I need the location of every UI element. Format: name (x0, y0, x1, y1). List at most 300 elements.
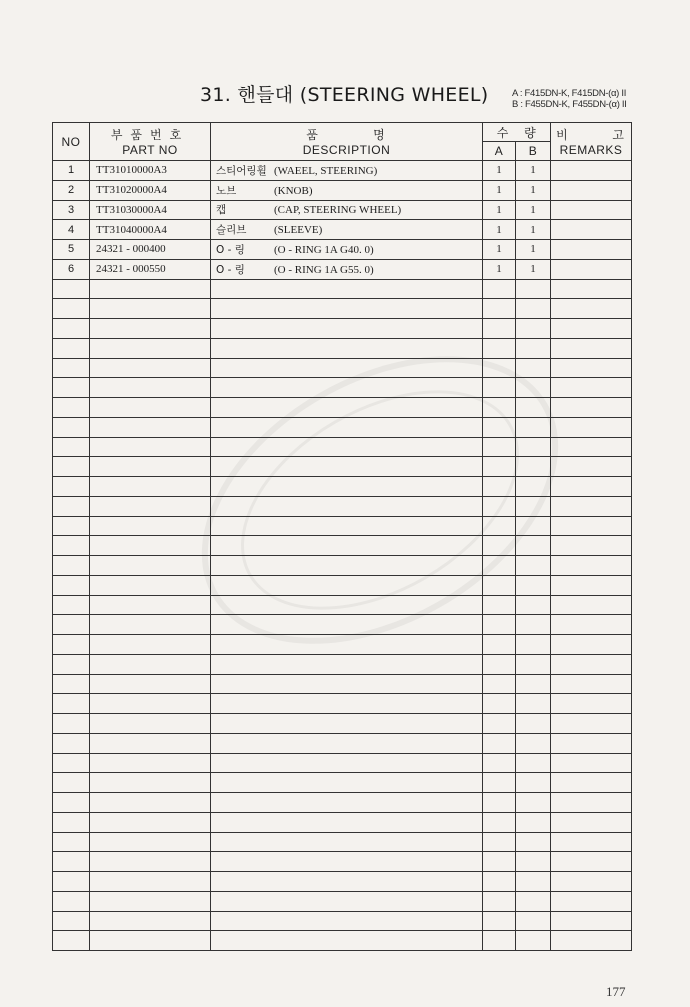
empty-cell (90, 793, 211, 813)
empty-cell (516, 299, 551, 319)
empty-cell (516, 319, 551, 339)
empty-cell (483, 575, 516, 595)
model-legend (512, 88, 682, 110)
model-b-label: B : F455DN-K, F455DN-(α) II (512, 99, 627, 110)
row-description-ko: 노브 (216, 184, 237, 197)
empty-table-row (53, 694, 632, 714)
empty-cell (90, 595, 211, 615)
empty-table-row (53, 911, 632, 931)
empty-cell (53, 714, 90, 734)
empty-cell (90, 437, 211, 457)
empty-cell (551, 319, 632, 339)
empty-cell (551, 852, 632, 872)
empty-cell (551, 654, 632, 674)
empty-table-row (53, 556, 632, 576)
empty-cell (483, 417, 516, 437)
empty-cell (211, 358, 483, 378)
empty-cell (551, 911, 632, 931)
row-description-ko: O - 링 (216, 263, 245, 276)
empty-cell (551, 279, 632, 299)
row-description-en: (KNOB) (274, 184, 313, 197)
empty-cell (483, 694, 516, 714)
empty-cell (90, 891, 211, 911)
empty-cell (53, 358, 90, 378)
empty-cell (551, 891, 632, 911)
empty-cell (551, 338, 632, 358)
empty-cell (483, 358, 516, 378)
empty-table-row (53, 398, 632, 418)
empty-cell (90, 674, 211, 694)
row-qty-b: 1 (516, 200, 551, 220)
empty-cell (483, 615, 516, 635)
page-title: 31. 핸들대 (STEERING WHEEL) (200, 84, 489, 106)
row-description-en: (O - RING 1A G40. 0) (274, 243, 374, 256)
empty-table-row (53, 358, 632, 378)
empty-cell (53, 891, 90, 911)
empty-cell (90, 556, 211, 576)
empty-cell (483, 496, 516, 516)
empty-cell (53, 536, 90, 556)
row-remarks (551, 200, 632, 220)
empty-cell (211, 872, 483, 892)
empty-cell (551, 556, 632, 576)
empty-cell (551, 358, 632, 378)
empty-cell (483, 279, 516, 299)
title-row (0, 78, 690, 118)
row-qty-b: 1 (516, 161, 551, 181)
empty-cell (516, 378, 551, 398)
empty-cell (483, 398, 516, 418)
table-row (53, 180, 632, 200)
empty-cell (211, 891, 483, 911)
empty-cell (211, 536, 483, 556)
row-part-no: TT31040000A4 (90, 220, 211, 240)
empty-table-row (53, 437, 632, 457)
empty-cell (90, 477, 211, 497)
row-description (211, 180, 483, 200)
empty-cell (516, 773, 551, 793)
empty-cell (53, 911, 90, 931)
empty-cell (53, 477, 90, 497)
empty-cell (90, 398, 211, 418)
empty-cell (551, 615, 632, 635)
empty-cell (53, 733, 90, 753)
empty-cell (516, 714, 551, 734)
row-qty-b: 1 (516, 240, 551, 260)
empty-cell (211, 832, 483, 852)
row-no: 3 (53, 200, 90, 220)
empty-table-row (53, 654, 632, 674)
row-description (211, 161, 483, 181)
empty-cell (90, 872, 211, 892)
empty-cell (551, 398, 632, 418)
empty-table-row (53, 872, 632, 892)
empty-cell (211, 753, 483, 773)
parts-table-body (53, 161, 632, 951)
empty-cell (516, 516, 551, 536)
empty-cell (483, 773, 516, 793)
empty-cell (551, 417, 632, 437)
empty-cell (516, 338, 551, 358)
row-description-ko: O - 링 (216, 243, 245, 256)
page-number: 177 (606, 984, 626, 999)
empty-cell (53, 378, 90, 398)
table-row (53, 220, 632, 240)
empty-cell (211, 911, 483, 931)
row-description-ko: 스티어링휠 (216, 164, 267, 177)
empty-cell (516, 694, 551, 714)
empty-cell (53, 338, 90, 358)
empty-cell (483, 733, 516, 753)
row-no: 5 (53, 240, 90, 260)
empty-cell (483, 852, 516, 872)
empty-cell (516, 891, 551, 911)
row-part-no: 24321 - 000400 (90, 240, 211, 260)
empty-cell (211, 378, 483, 398)
empty-table-row (53, 931, 632, 951)
empty-cell (90, 378, 211, 398)
empty-cell (90, 733, 211, 753)
empty-table-row (53, 635, 632, 655)
empty-cell (551, 793, 632, 813)
header-part-no (90, 123, 211, 161)
empty-cell (90, 279, 211, 299)
empty-cell (483, 812, 516, 832)
empty-cell (211, 338, 483, 358)
empty-table-row (53, 615, 632, 635)
empty-cell (483, 911, 516, 931)
empty-cell (211, 477, 483, 497)
empty-cell (483, 338, 516, 358)
empty-cell (516, 417, 551, 437)
empty-cell (90, 832, 211, 852)
empty-cell (53, 437, 90, 457)
row-description-en: (WAEEL, STEERING) (274, 164, 378, 177)
empty-cell (516, 852, 551, 872)
empty-cell (90, 773, 211, 793)
empty-cell (551, 733, 632, 753)
empty-cell (211, 437, 483, 457)
empty-cell (90, 812, 211, 832)
empty-cell (53, 852, 90, 872)
empty-cell (53, 872, 90, 892)
row-no: 1 (53, 161, 90, 181)
empty-cell (551, 457, 632, 477)
empty-cell (483, 437, 516, 457)
header-remarks (551, 123, 632, 161)
row-description-en: (CAP, STEERING WHEEL) (274, 204, 402, 217)
table-row (53, 161, 632, 181)
row-qty-a: 1 (483, 240, 516, 260)
empty-cell (551, 536, 632, 556)
empty-cell (90, 911, 211, 931)
empty-cell (551, 674, 632, 694)
empty-cell (551, 694, 632, 714)
empty-cell (551, 595, 632, 615)
row-no: 2 (53, 180, 90, 200)
empty-table-row (53, 714, 632, 734)
empty-cell (516, 575, 551, 595)
header-remarks-ko: 비 고 (556, 128, 626, 142)
row-no: 4 (53, 220, 90, 240)
empty-cell (90, 299, 211, 319)
empty-cell (483, 319, 516, 339)
empty-cell (516, 536, 551, 556)
empty-cell (483, 753, 516, 773)
empty-table-row (53, 891, 632, 911)
empty-cell (551, 496, 632, 516)
row-part-no: TT31030000A4 (90, 200, 211, 220)
empty-cell (211, 714, 483, 734)
empty-cell (53, 595, 90, 615)
empty-cell (90, 852, 211, 872)
empty-cell (90, 714, 211, 734)
empty-cell (90, 319, 211, 339)
empty-table-row (53, 674, 632, 694)
empty-table-row (53, 338, 632, 358)
empty-cell (516, 556, 551, 576)
empty-table-row (53, 753, 632, 773)
row-qty-b: 1 (516, 220, 551, 240)
header-quantity: 수 량 (483, 123, 551, 142)
empty-cell (211, 417, 483, 437)
row-part-no: TT31020000A4 (90, 180, 211, 200)
empty-cell (483, 872, 516, 892)
empty-cell (211, 496, 483, 516)
empty-table-row (53, 595, 632, 615)
empty-cell (211, 654, 483, 674)
empty-cell (516, 457, 551, 477)
row-description (211, 259, 483, 279)
empty-cell (483, 556, 516, 576)
empty-cell (551, 299, 632, 319)
table-row (53, 240, 632, 260)
empty-cell (516, 595, 551, 615)
header-no: NO (53, 123, 90, 161)
row-remarks (551, 259, 632, 279)
empty-cell (211, 773, 483, 793)
empty-cell (53, 654, 90, 674)
empty-cell (483, 832, 516, 852)
empty-cell (516, 654, 551, 674)
empty-table-row (53, 299, 632, 319)
header-description (211, 123, 483, 161)
empty-cell (53, 516, 90, 536)
row-description-en: (O - RING 1A G55. 0) (274, 263, 374, 276)
empty-cell (211, 575, 483, 595)
empty-cell (211, 635, 483, 655)
empty-cell (516, 931, 551, 951)
empty-cell (211, 279, 483, 299)
empty-cell (551, 437, 632, 457)
empty-cell (53, 773, 90, 793)
empty-cell (53, 812, 90, 832)
empty-cell (551, 714, 632, 734)
row-description (211, 220, 483, 240)
empty-cell (516, 437, 551, 457)
table-row (53, 259, 632, 279)
empty-cell (53, 417, 90, 437)
empty-cell (483, 536, 516, 556)
empty-cell (53, 753, 90, 773)
empty-cell (53, 832, 90, 852)
row-qty-a: 1 (483, 161, 516, 181)
empty-cell (551, 477, 632, 497)
empty-cell (483, 714, 516, 734)
empty-cell (551, 516, 632, 536)
table-row (53, 200, 632, 220)
empty-cell (211, 852, 483, 872)
empty-cell (90, 615, 211, 635)
empty-cell (483, 635, 516, 655)
empty-cell (551, 931, 632, 951)
empty-cell (483, 674, 516, 694)
empty-cell (90, 654, 211, 674)
empty-cell (53, 931, 90, 951)
empty-cell (211, 793, 483, 813)
empty-cell (551, 575, 632, 595)
empty-table-row (53, 496, 632, 516)
empty-cell (90, 635, 211, 655)
row-part-no: TT31010000A3 (90, 161, 211, 181)
empty-cell (53, 299, 90, 319)
empty-cell (516, 398, 551, 418)
empty-cell (551, 753, 632, 773)
header-part-no-en: PART NO (122, 143, 178, 157)
row-qty-b: 1 (516, 180, 551, 200)
empty-cell (211, 595, 483, 615)
empty-cell (551, 832, 632, 852)
empty-cell (551, 773, 632, 793)
row-description (211, 200, 483, 220)
empty-cell (516, 793, 551, 813)
empty-table-row (53, 773, 632, 793)
empty-cell (483, 793, 516, 813)
empty-cell (90, 496, 211, 516)
empty-table-row (53, 279, 632, 299)
empty-cell (483, 477, 516, 497)
header-part-no-ko: 부품번호 (110, 128, 190, 142)
empty-table-row (53, 832, 632, 852)
empty-cell (211, 457, 483, 477)
empty-cell (53, 575, 90, 595)
empty-cell (483, 378, 516, 398)
empty-table-row (53, 378, 632, 398)
empty-cell (516, 733, 551, 753)
empty-cell (53, 694, 90, 714)
empty-cell (53, 615, 90, 635)
row-remarks (551, 161, 632, 181)
empty-cell (90, 575, 211, 595)
empty-cell (516, 635, 551, 655)
empty-table-row (53, 536, 632, 556)
empty-cell (53, 556, 90, 576)
empty-cell (90, 358, 211, 378)
empty-cell (90, 753, 211, 773)
empty-cell (483, 891, 516, 911)
empty-table-row (53, 319, 632, 339)
row-qty-a: 1 (483, 259, 516, 279)
empty-cell (551, 812, 632, 832)
empty-cell (53, 793, 90, 813)
empty-cell (90, 457, 211, 477)
empty-cell (211, 931, 483, 951)
empty-cell (90, 931, 211, 951)
empty-table-row (53, 793, 632, 813)
empty-cell (211, 299, 483, 319)
empty-cell (53, 398, 90, 418)
header-remarks-en: REMARKS (559, 143, 623, 157)
empty-table-row (53, 852, 632, 872)
empty-cell (53, 279, 90, 299)
empty-cell (516, 753, 551, 773)
empty-cell (211, 516, 483, 536)
header-description-en: DESCRIPTION (302, 143, 391, 157)
row-description-en: (SLEEVE) (274, 224, 323, 237)
empty-cell (516, 832, 551, 852)
empty-table-row (53, 457, 632, 477)
parts-table (52, 122, 632, 951)
empty-cell (53, 674, 90, 694)
header-description-ko: 품 명 (306, 128, 387, 142)
empty-cell (90, 536, 211, 556)
empty-table-row (53, 812, 632, 832)
empty-cell (483, 595, 516, 615)
empty-cell (516, 615, 551, 635)
empty-cell (516, 496, 551, 516)
empty-cell (90, 417, 211, 437)
empty-cell (516, 674, 551, 694)
row-part-no: 24321 - 000550 (90, 259, 211, 279)
empty-table-row (53, 516, 632, 536)
row-description (211, 240, 483, 260)
empty-cell (516, 477, 551, 497)
empty-cell (53, 319, 90, 339)
header-qty-b: B (516, 142, 551, 161)
empty-cell (516, 872, 551, 892)
row-qty-a: 1 (483, 220, 516, 240)
empty-cell (53, 496, 90, 516)
empty-cell (211, 694, 483, 714)
empty-cell (483, 516, 516, 536)
row-remarks (551, 180, 632, 200)
row-remarks (551, 240, 632, 260)
empty-cell (211, 319, 483, 339)
empty-cell (211, 733, 483, 753)
empty-cell (483, 299, 516, 319)
empty-cell (516, 812, 551, 832)
empty-cell (90, 516, 211, 536)
model-a-label: A : F415DN-K, F415DN-(α) II (512, 88, 627, 99)
row-qty-a: 1 (483, 180, 516, 200)
empty-cell (483, 654, 516, 674)
empty-cell (53, 635, 90, 655)
empty-cell (516, 911, 551, 931)
empty-cell (483, 457, 516, 477)
empty-cell (90, 338, 211, 358)
empty-cell (483, 931, 516, 951)
row-qty-a: 1 (483, 200, 516, 220)
empty-cell (516, 358, 551, 378)
row-description-ko: 캡 (216, 204, 227, 217)
empty-cell (211, 398, 483, 418)
row-qty-b: 1 (516, 259, 551, 279)
empty-cell (53, 457, 90, 477)
row-no: 6 (53, 259, 90, 279)
row-description-ko: 슬리브 (216, 224, 247, 237)
empty-cell (211, 615, 483, 635)
empty-table-row (53, 477, 632, 497)
